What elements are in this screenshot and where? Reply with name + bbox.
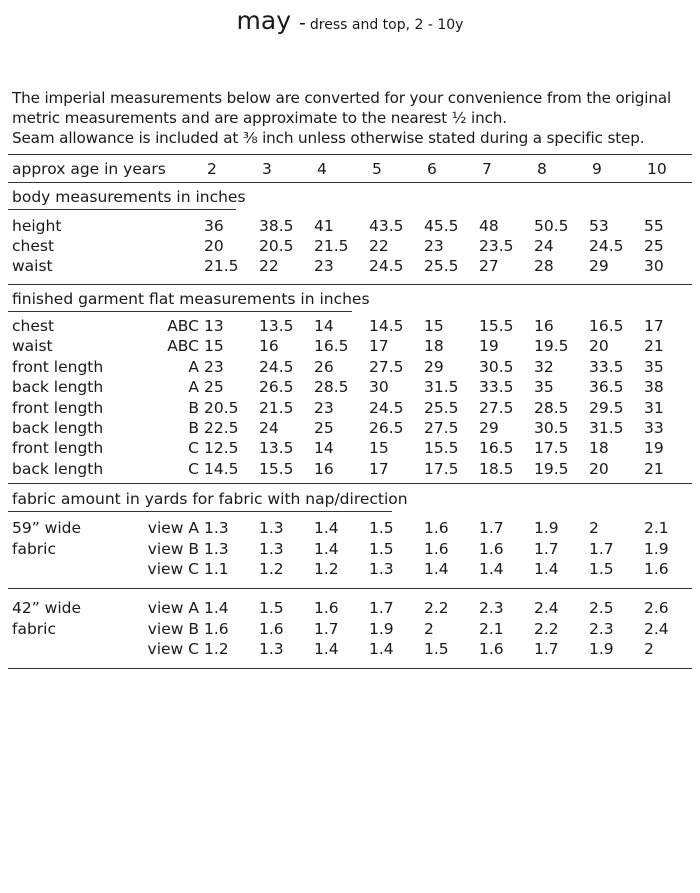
cell-value: 17 <box>644 317 664 335</box>
cell-value: 27.5 <box>479 398 514 417</box>
cell-value: 1.4 <box>314 519 339 537</box>
cell-value: 17.5 <box>534 439 569 458</box>
cell-value: 33.5 <box>589 357 624 376</box>
cell-value: 1.3 <box>204 539 229 558</box>
cell-value: 53 <box>589 217 609 235</box>
cell-value: 20.5 <box>259 237 294 255</box>
cell-value: 35 <box>644 357 664 376</box>
section-underline <box>8 209 236 210</box>
cell-value: 1.7 <box>534 640 559 658</box>
age-column-header: 4 <box>317 160 327 178</box>
cell-value: 36.5 <box>589 378 624 397</box>
cell-value: 1.6 <box>424 519 449 537</box>
cell-value: 31.5 <box>589 419 624 437</box>
cell-value: 14.5 <box>204 459 239 478</box>
cell-value: 27 <box>479 257 499 275</box>
section-underline <box>8 311 352 312</box>
cell-value: 26.5 <box>259 378 294 397</box>
cell-value: 1.3 <box>259 519 284 537</box>
cell-value: 18.5 <box>479 459 514 478</box>
view-label: view C <box>147 560 199 578</box>
cell-value: 1.4 <box>424 560 449 578</box>
cell-value: 2.3 <box>479 599 504 617</box>
cell-value: 19.5 <box>534 337 569 356</box>
cell-value: 1.4 <box>204 599 229 617</box>
cell-value: 1.6 <box>424 539 449 558</box>
cell-value: 1.9 <box>369 619 394 638</box>
cell-value: 18 <box>589 439 609 458</box>
cell-value: 36 <box>204 217 224 235</box>
table-row <box>0 336 700 356</box>
cell-value: 25 <box>314 419 334 437</box>
cell-value: 30 <box>644 257 664 275</box>
cell-value: 16 <box>534 317 554 335</box>
view-label: view B <box>147 619 199 638</box>
cell-value: 29.5 <box>589 398 624 417</box>
cell-value: 15 <box>369 439 389 458</box>
view-code: B <box>188 419 199 437</box>
group-rule <box>8 668 692 669</box>
cell-value: 17 <box>369 337 389 356</box>
cell-value: 23 <box>314 398 334 417</box>
table-row <box>0 619 700 639</box>
view-label: view A <box>147 519 199 537</box>
cell-value: 21.5 <box>204 257 239 275</box>
age-column-header: 10 <box>647 160 667 178</box>
cell-value: 20 <box>589 337 609 356</box>
table-row <box>0 316 700 336</box>
cell-value: 2.5 <box>589 599 614 617</box>
intro-text <box>12 88 696 148</box>
row-label: back length <box>12 419 104 437</box>
cell-value: 1.6 <box>644 560 669 578</box>
cell-value: 26 <box>314 357 334 376</box>
cell-value: 2.6 <box>644 599 669 617</box>
cell-value: 1.1 <box>204 560 229 578</box>
age-header-row <box>0 159 700 179</box>
body-measurements-heading: body measurements in inches <box>12 188 246 206</box>
cell-value: 29 <box>479 419 499 437</box>
fabric-width-label: 59” wide <box>12 519 82 537</box>
cell-value: 55 <box>644 217 664 235</box>
table-row <box>0 559 700 579</box>
page-title <box>0 6 700 35</box>
view-code: A <box>188 357 199 376</box>
table-row <box>0 256 700 276</box>
row-label: front length <box>12 439 104 458</box>
cell-value: 1.7 <box>534 539 559 558</box>
view-code: C <box>188 459 199 478</box>
cell-value: 1.4 <box>479 560 504 578</box>
age-column-header: 8 <box>537 160 547 178</box>
row-label: front length <box>12 398 104 417</box>
table-row <box>0 377 700 397</box>
cell-value: 1.3 <box>204 519 229 537</box>
cell-value: 2.3 <box>589 619 614 638</box>
cell-value: 23 <box>424 237 444 255</box>
cell-value: 28.5 <box>534 398 569 417</box>
cell-value: 2.2 <box>424 599 449 617</box>
intro-line: The imperial measurements below are converted for your convenience from the original <box>12 89 672 107</box>
section-rule <box>8 483 692 484</box>
cell-value: 1.4 <box>369 640 394 658</box>
row-label: back length <box>12 459 104 478</box>
cell-value: 1.5 <box>369 519 394 537</box>
age-header-rule <box>8 182 692 183</box>
cell-value: 18 <box>424 337 444 356</box>
cell-value: 16.5 <box>479 439 514 458</box>
cell-value: 13.5 <box>259 439 294 458</box>
cell-value: 25 <box>644 237 664 255</box>
cell-value: 30 <box>369 378 389 397</box>
cell-value: 1.6 <box>259 619 284 638</box>
table-row <box>0 598 700 618</box>
age-column-header: 6 <box>427 160 437 178</box>
fabric-width-label: fabric <box>12 619 56 638</box>
cell-value: 1.5 <box>589 560 614 578</box>
cell-value: 29 <box>589 257 609 275</box>
cell-value: 1.2 <box>314 560 339 578</box>
table-row <box>0 539 700 559</box>
table-row <box>0 357 700 377</box>
cell-value: 1.4 <box>314 640 339 658</box>
cell-value: 35 <box>534 378 554 397</box>
cell-value: 25 <box>204 378 224 397</box>
cell-value: 28.5 <box>314 378 349 397</box>
cell-value: 29 <box>424 357 444 376</box>
cell-value: 15.5 <box>424 439 459 458</box>
cell-value: 25.5 <box>424 398 459 417</box>
row-label: waist <box>12 257 53 275</box>
cell-value: 14 <box>314 439 334 458</box>
cell-value: 13 <box>204 317 224 335</box>
cell-value: 33.5 <box>479 378 514 397</box>
view-label: view C <box>147 640 199 658</box>
cell-value: 33 <box>644 419 664 437</box>
cell-value: 27.5 <box>424 419 459 437</box>
view-code: ABC <box>167 317 199 335</box>
fabric-heading: fabric amount in yards for fabric with nap/direction <box>12 490 408 508</box>
cell-value: 26.5 <box>369 419 404 437</box>
cell-value: 20 <box>589 459 609 478</box>
cell-value: 50.5 <box>534 217 569 235</box>
table-row <box>0 518 700 538</box>
intro-line: Seam allowance is included at ⅜ inch unless otherwise stated during a specific step. <box>12 129 645 147</box>
cell-value: 21.5 <box>259 398 294 417</box>
cell-value: 24 <box>259 419 279 437</box>
cell-value: 16 <box>259 337 279 356</box>
age-header-label: approx age in years <box>12 160 166 178</box>
table-row <box>0 216 700 236</box>
cell-value: 2 <box>424 619 434 638</box>
view-code: ABC <box>167 337 199 356</box>
cell-value: 17.5 <box>424 459 459 478</box>
row-label: front length <box>12 357 104 376</box>
cell-value: 22 <box>259 257 279 275</box>
cell-value: 43.5 <box>369 217 404 235</box>
cell-value: 20 <box>204 237 224 255</box>
cell-value: 1.7 <box>479 519 504 537</box>
cell-value: 31 <box>644 398 664 417</box>
cell-value: 1.6 <box>204 619 229 638</box>
group-rule <box>8 588 692 589</box>
cell-value: 14 <box>314 317 334 335</box>
fabric-width-label: fabric <box>12 539 56 558</box>
title-dash: - <box>299 12 306 34</box>
cell-value: 1.5 <box>369 539 394 558</box>
cell-value: 23 <box>204 357 224 376</box>
row-label: back length <box>12 378 104 397</box>
cell-value: 1.6 <box>479 539 504 558</box>
cell-value: 1.9 <box>589 640 614 658</box>
cell-value: 12.5 <box>204 439 239 458</box>
cell-value: 1.2 <box>204 640 229 658</box>
cell-value: 31.5 <box>424 378 459 397</box>
cell-value: 1.3 <box>369 560 394 578</box>
cell-value: 1.4 <box>314 539 339 558</box>
cell-value: 28 <box>534 257 554 275</box>
cell-value: 15.5 <box>259 459 294 478</box>
section-rule <box>8 284 692 285</box>
cell-value: 32 <box>534 357 554 376</box>
cell-value: 24 <box>534 237 554 255</box>
cell-value: 1.7 <box>589 539 614 558</box>
cell-value: 27.5 <box>369 357 404 376</box>
view-label: view B <box>147 539 199 558</box>
age-column-header: 7 <box>482 160 492 178</box>
cell-value: 2 <box>589 519 599 537</box>
cell-value: 1.6 <box>314 599 339 617</box>
cell-value: 25.5 <box>424 257 459 275</box>
cell-value: 16 <box>314 459 334 478</box>
age-column-header: 9 <box>592 160 602 178</box>
cell-value: 1.7 <box>314 619 339 638</box>
cell-value: 2.1 <box>644 519 669 537</box>
cell-value: 38 <box>644 378 664 397</box>
view-code: B <box>188 398 199 417</box>
cell-value: 24.5 <box>589 237 624 255</box>
cell-value: 21 <box>644 337 664 356</box>
cell-value: 2 <box>644 640 654 658</box>
title-subtitle: dress and top, 2 - 10y <box>309 17 464 33</box>
cell-value: 15.5 <box>479 317 514 335</box>
cell-value: 30.5 <box>534 419 569 437</box>
cell-value: 17 <box>369 459 389 478</box>
table-row <box>0 418 700 438</box>
cell-value: 15 <box>204 337 224 356</box>
cell-value: 21.5 <box>314 237 349 255</box>
cell-value: 1.3 <box>259 640 284 658</box>
cell-value: 22.5 <box>204 419 239 437</box>
cell-value: 16.5 <box>314 337 349 356</box>
cell-value: 21 <box>644 459 664 478</box>
cell-value: 19.5 <box>534 459 569 478</box>
age-column-header: 3 <box>262 160 272 178</box>
cell-value: 1.9 <box>644 539 669 558</box>
table-row <box>0 398 700 418</box>
row-label: height <box>12 217 62 235</box>
cell-value: 24.5 <box>369 257 404 275</box>
cell-value: 19 <box>479 337 499 356</box>
cell-value: 23.5 <box>479 237 514 255</box>
row-label: waist <box>12 337 53 356</box>
cell-value: 22 <box>369 237 389 255</box>
cell-value: 1.2 <box>259 560 284 578</box>
title-main: may <box>236 6 292 35</box>
row-label: chest <box>12 317 55 335</box>
intro-line: metric measurements and are approximate to the nearest ½ inch. <box>12 109 507 127</box>
view-code: A <box>188 378 199 397</box>
table-row <box>0 236 700 256</box>
cell-value: 1.4 <box>534 560 559 578</box>
cell-value: 19 <box>644 439 664 458</box>
fabric-width-label: 42” wide <box>12 599 82 617</box>
view-code: C <box>188 439 199 458</box>
table-row <box>0 459 700 479</box>
cell-value: 13.5 <box>259 317 294 335</box>
cell-value: 48 <box>479 217 499 235</box>
table-row <box>0 639 700 659</box>
cell-value: 1.5 <box>424 640 449 658</box>
section-underline <box>8 511 392 512</box>
view-label: view A <box>147 599 199 617</box>
cell-value: 20.5 <box>204 398 239 417</box>
table-top-rule <box>8 154 692 155</box>
cell-value: 24.5 <box>369 398 404 417</box>
cell-value: 24.5 <box>259 357 294 376</box>
age-column-header: 2 <box>207 160 217 178</box>
cell-value: 45.5 <box>424 217 459 235</box>
cell-value: 2.1 <box>479 619 504 638</box>
cell-value: 1.3 <box>259 539 284 558</box>
cell-value: 30.5 <box>479 357 514 376</box>
cell-value: 38.5 <box>259 217 294 235</box>
cell-value: 15 <box>424 317 444 335</box>
cell-value: 14.5 <box>369 317 404 335</box>
cell-value: 1.6 <box>479 640 504 658</box>
cell-value: 2.2 <box>534 619 559 638</box>
cell-value: 2.4 <box>534 599 559 617</box>
cell-value: 23 <box>314 257 334 275</box>
cell-value: 1.5 <box>259 599 284 617</box>
row-label: chest <box>12 237 55 255</box>
cell-value: 41 <box>314 217 334 235</box>
table-row <box>0 438 700 458</box>
cell-value: 1.9 <box>534 519 559 537</box>
cell-value: 2.4 <box>644 619 669 638</box>
age-column-header: 5 <box>372 160 382 178</box>
cell-value: 1.7 <box>369 599 394 617</box>
garment-measurements-heading: finished garment flat measurements in inches <box>12 290 370 308</box>
cell-value: 16.5 <box>589 317 624 335</box>
